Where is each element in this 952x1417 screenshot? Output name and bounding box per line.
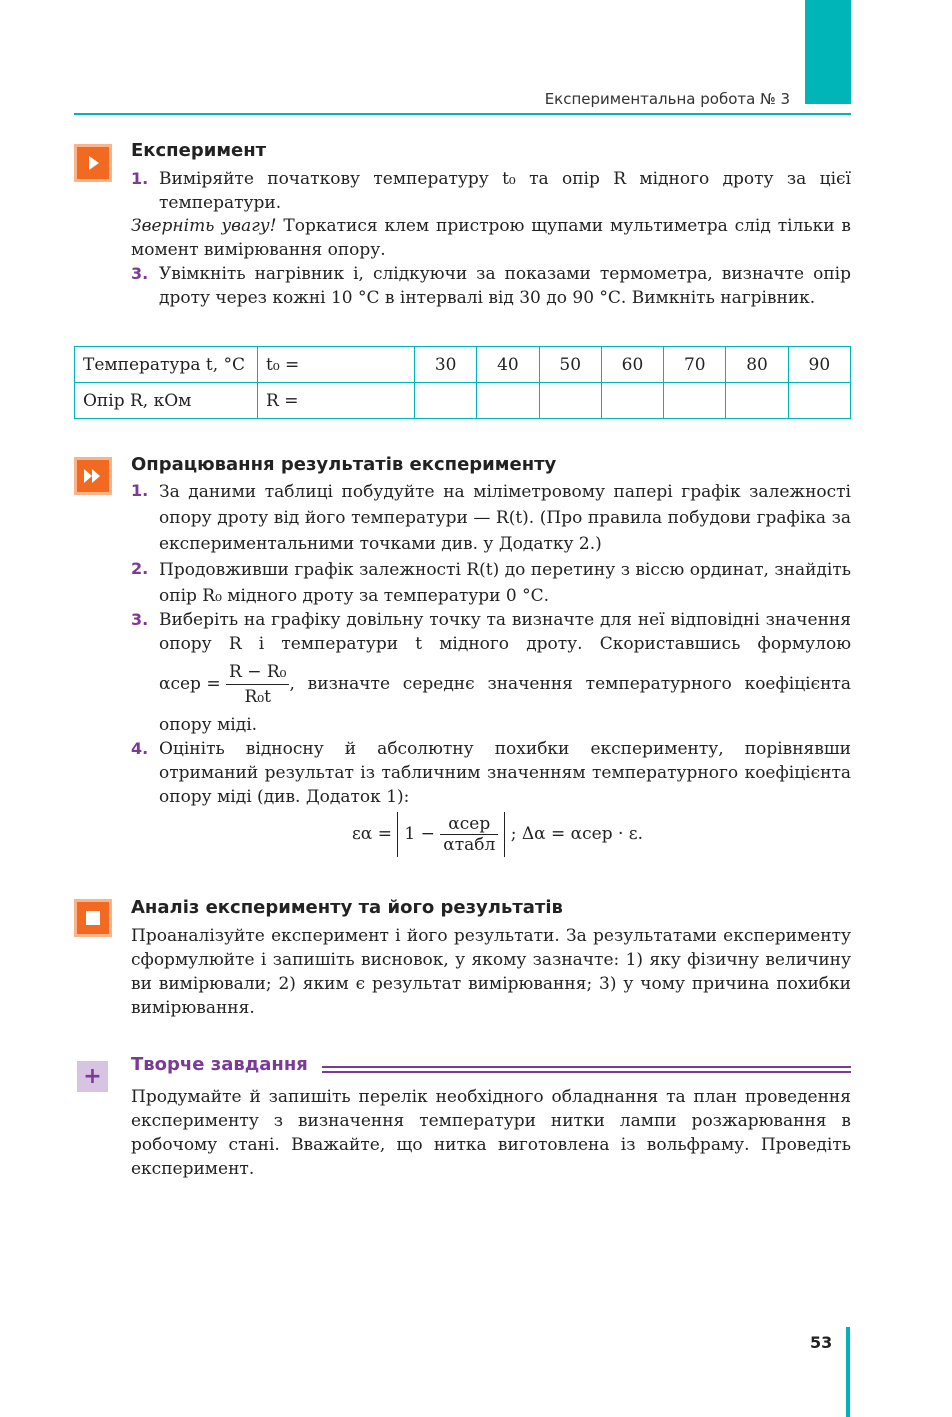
table-cell-empty [539, 383, 601, 419]
experiment-item-1 [131, 167, 851, 215]
item-text [159, 608, 851, 737]
experiment-item-3 [131, 262, 851, 310]
running-header: Експериментальна робота № 3 [544, 90, 790, 108]
item-number: 1. [131, 481, 149, 500]
formula-denominator: αтабл [443, 835, 496, 855]
attention-label: Зверніть увагу! [131, 216, 277, 236]
formula-numerator: αсер [440, 814, 498, 835]
section-title-creative: Творче завдання [131, 1054, 308, 1075]
page-number: 53 [810, 1333, 833, 1352]
table-cell: 40 [477, 347, 539, 383]
table-cell: 70 [664, 347, 726, 383]
stop-icon [74, 899, 112, 937]
item-number: 2. [131, 559, 149, 578]
attention-text: Торкатися клем пристрою щупами мультиметра слід тільки в момент вимірювання опору. [131, 216, 851, 260]
formula-left: εα = [352, 824, 392, 844]
table-cell: 80 [726, 347, 788, 383]
attention-note [131, 214, 851, 262]
formula-denominator: R₀t [244, 687, 271, 707]
table-cell: 60 [601, 347, 663, 383]
processing-item-3 [131, 608, 851, 737]
table-cell-empty [477, 383, 539, 419]
plus-icon: + [77, 1061, 108, 1092]
item-text: Увімкніть нагрівник і, слідкуючи за показами термометра, визначте опір дроту через кожні 10 °С в інтервалі від 30 до 90 °С. Вимкніть нагрівник. [159, 264, 851, 308]
processing-item-2 [131, 557, 851, 609]
item-text: За даними таблиці побудуйте на міліметровому папері графік залежності опору дроту від його температури — R(t). (Про правила побудови графіка за експериментальними точками див. у Додатку 2.) [159, 482, 851, 554]
table-cell-empty [415, 383, 477, 419]
formula-fraction [440, 814, 498, 855]
formula-fraction [226, 660, 289, 709]
item-number: 1. [131, 169, 149, 188]
creative-divider [322, 1066, 851, 1068]
table-row [75, 383, 851, 419]
formula-alpha [159, 660, 289, 709]
creative-divider [322, 1071, 851, 1073]
formula-one: 1 − [404, 824, 435, 844]
page-marker-bar [846, 1327, 850, 1417]
chapter-tab-marker [805, 0, 851, 104]
header-divider [74, 113, 851, 115]
play-icon [74, 144, 112, 182]
formula-right: ; Δα = αсер · ε. [510, 824, 643, 844]
table-cell: R = [258, 383, 415, 419]
section-title-processing: Опрацювання результатів експерименту [131, 454, 557, 475]
table-cell-empty [664, 383, 726, 419]
table-cell: 50 [539, 347, 601, 383]
formula-abs [397, 812, 505, 857]
table-cell: Опір R, кОм [75, 383, 258, 419]
table-cell-empty [726, 383, 788, 419]
creative-text: Продумайте й запишіть перелік необхідного обладнання та план проведення експерименту з визначення температури нитки лампи розжарювання в робочому стані. Вважайте, що нитка виготовлена із вольфраму. Проведіть експеримент. [131, 1087, 851, 1179]
section-title-experiment: Експеримент [131, 140, 267, 161]
table-row [75, 347, 851, 383]
item-text-part: Виберіть на графіку довільну точку та визначте для неї відповідні значення опору R і температури t мідного дроту. Скориставшись формулою [159, 610, 851, 654]
fast-forward-icon [74, 457, 112, 495]
formula-left: αсер = [159, 674, 221, 694]
measurement-table [74, 346, 851, 419]
item-text: Продовживши графік залежності R(t) до перетину з віссю ординат, знайдіть опір R₀ мідного дроту за температури 0 °С. [159, 560, 851, 606]
item-text: Виміряйте початкову температуру t₀ та опір R мідного дроту за цієї температури. [159, 169, 851, 213]
formula-numerator: R − R₀ [226, 660, 289, 685]
analysis-text: Проаналізуйте експеримент і його результати. За результатами експерименту сформулюйте і запишіть висновок, у якому зазначте: 1) яку фізичну величину ви вимірювали; 2) яким є результат вимірювання; 3) у чому причина похибки вимірювання. [131, 926, 851, 1018]
table-cell: 90 [788, 347, 850, 383]
item-number: 4. [131, 739, 149, 758]
table-cell-empty [788, 383, 850, 419]
section-title-analysis: Аналіз експерименту та його результатів [131, 897, 563, 918]
item-text: Оцініть відносну й абсолютну похибки експерименту, порівнявши отриманий результат із табличним значенням температурного коефіцієнта опору міді (див. Додаток 1): [159, 739, 851, 807]
table-cell-empty [601, 383, 663, 419]
item-number: 3. [131, 264, 149, 283]
item-text-part: , визначте середнє значення температурного коефіцієнта опору міді. [159, 674, 851, 735]
processing-item-4 [131, 737, 851, 809]
item-number: 3. [131, 610, 149, 629]
table-cell: 30 [415, 347, 477, 383]
processing-item-1 [131, 479, 851, 557]
table-cell: t₀ = [258, 347, 415, 383]
table-cell: Температура t, °С [75, 347, 258, 383]
formula-error [352, 812, 643, 857]
